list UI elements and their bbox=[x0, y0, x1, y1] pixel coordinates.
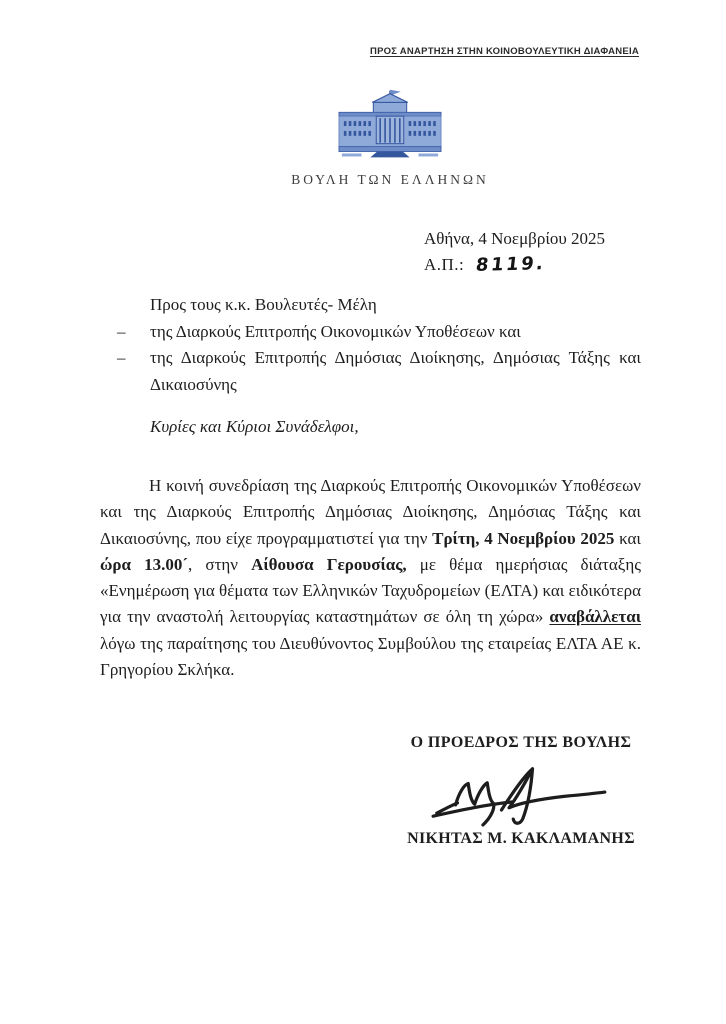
date-line: Αθήνα, 4 Νοεμβρίου 2025 bbox=[424, 229, 606, 248]
signatory-title: Ο ΠΡΟΕΔΡΟΣ ΤΗΣ ΒΟΥΛΗΣ bbox=[410, 734, 632, 751]
salutation: Κυρίες και Κύριοι Συνάδελφοι, bbox=[150, 417, 359, 436]
body-paragraph bbox=[100, 473, 641, 683]
recipients-block bbox=[100, 292, 641, 398]
body-text: και bbox=[614, 528, 641, 548]
protocol-number-handwritten: 8119. bbox=[474, 253, 548, 276]
body-text-bold-date: Τρίτη, 4 Νοεμβρίου 2025 bbox=[432, 528, 615, 548]
list-dash: – bbox=[117, 348, 126, 367]
org-name: ΒΟΥΛΗ ΤΩΝ ΕΛΛΗΝΩΝ bbox=[291, 172, 489, 187]
handwritten-signature bbox=[421, 756, 621, 834]
list-dash: – bbox=[117, 321, 126, 341]
body-text-postponed: αναβάλλεται bbox=[549, 607, 641, 627]
signatory-name: ΝΙΚΗΤΑΣ Μ. ΚΑΚΛΑΜΑΝΗΣ bbox=[407, 830, 635, 847]
recipients-to-line: Προς τους κ.κ. Βουλευτές- Μέλη bbox=[150, 295, 377, 314]
recipient-committee-1: της Διαρκούς Επιτροπής Οικονομικών Υποθέσεων και bbox=[150, 321, 521, 341]
recipient-committee-2: της Διαρκούς Επιτροπής Δημόσιας Διοίκησης, Δημόσιας Τάξης και Δικαιοσύνης bbox=[150, 348, 641, 394]
body-text: λόγω της παραίτησης του Διευθύνοντος Συμβούλου της εταιρείας ΕΛΤΑ ΑΕ κ. Γρηγορίου Σκλήκα. bbox=[100, 633, 641, 680]
list-item bbox=[100, 345, 641, 398]
body-text: με θέμα ημερήσιας διάταξης «Ενημέρωση για θέματα των Ελληνικών Ταχυδρομείων (ΕΛΤΑ) και ειδικότερα για την αναστολή λειτουργίας καταστημάτων σε όλη τη χώρα» bbox=[100, 554, 641, 627]
letterhead bbox=[54, 85, 726, 188]
protocol-label: Α.Π.: bbox=[424, 255, 465, 274]
signature-block bbox=[406, 734, 636, 848]
list-item bbox=[100, 319, 641, 346]
date-protocol-block bbox=[424, 226, 605, 277]
body-text: , στην bbox=[188, 554, 252, 574]
parliament-building-logo bbox=[336, 85, 444, 169]
body-text-bold-room: Αίθουσα Γερουσίας, bbox=[251, 554, 407, 574]
body-text-bold-time: ώρα 13.00´ bbox=[100, 554, 189, 574]
body-text: Η κοινή συνεδρίαση της Διαρκούς Επιτροπής Οικονομικών Υποθέσεων και της Διαρκούς Επιτροπής Δημόσιας Διοίκησης, Δημόσιας Τάξης και Δικαιοσύνης, που είχε προγραμματιστεί για την bbox=[100, 476, 641, 548]
transparency-note: ΠΡΟΣ ΑΝΑΡΤΗΣΗ ΣΤΗΝ ΚΟΙΝΟΒΟΥΛΕΥΤΙΚΗ ΔΙΑΦΑΝΕΙΑ bbox=[369, 46, 639, 57]
